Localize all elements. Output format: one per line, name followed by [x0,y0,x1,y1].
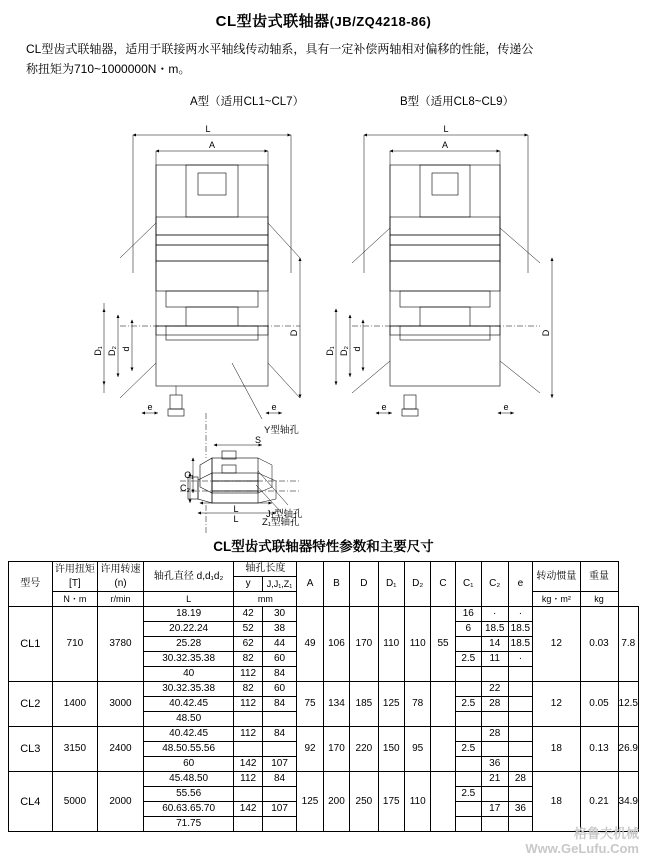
svg-text:S: S [254,435,262,445]
th-inertia: 转动惯量 [533,562,580,592]
svg-text:L: L [443,124,449,134]
svg-text:L: L [205,124,211,134]
cell-bore-len-y [234,742,262,757]
th-unit-mm: mm [234,592,297,607]
th-inertia-unit: kg・m² [533,592,580,607]
callout-j1-label: J₁型轴孔 [266,509,303,520]
th-bore-len-y: y [234,577,262,592]
cell-C: 2.5 [455,742,481,757]
cell-bore-len-jz: 107 [262,757,297,772]
cell-C [455,727,481,742]
svg-text:D₂: D₂ [339,346,349,356]
cell-bore-dia: 71.75 [143,817,234,832]
cell-C: 16 [455,607,481,622]
svg-text:d: d [352,346,362,352]
cell-inertia: 0.05 [580,682,618,727]
svg-text:e: e [503,402,509,412]
cell-bore-dia: 60 [143,757,234,772]
cell-B: 170 [323,727,349,772]
cell-model: CL4 [9,772,53,832]
cell-B: 106 [323,607,349,682]
cell-bore-dia: 48.50.55.56 [143,742,234,757]
cell-bore-len-jz: 38 [262,622,297,637]
cell-bore-len-jz: 84 [262,667,297,682]
cell-inertia: 0.13 [580,727,618,772]
cell-D2: 110 [404,772,430,832]
cell-torque: 5000 [52,772,98,832]
cell-C2 [508,727,533,742]
cell-bore-len-y: 142 [234,757,262,772]
cell-e: 12 [533,682,580,727]
figure-b-group [325,124,552,416]
svg-text:D: D [289,329,299,337]
svg-text:C₁: C₁ [184,470,194,480]
cell-B: 134 [323,682,349,727]
watermark-line-2: Www.GeLufu.Com [525,841,639,856]
cell-bore-len-jz: 107 [262,802,297,817]
th-torque-unit: N・m [52,592,98,607]
cell-D3: 55 [431,607,455,682]
cell-bore-dia: 60.63.65.70 [143,802,234,817]
cell-C1 [481,742,508,757]
cell-C [455,817,481,832]
cell-C2: · [508,652,533,667]
cell-C [455,802,481,817]
cell-D2: 110 [404,607,430,682]
cell-D: 170 [350,607,378,682]
cell-bore-len-jz [262,712,297,727]
technical-drawing [0,113,647,533]
cell-C1: 28 [481,697,508,712]
svg-text:e: e [147,402,153,412]
th-D2: D₂ [404,562,430,607]
th-bore-L: L [143,592,234,607]
figure-headings [0,93,647,113]
cell-C2 [508,787,533,802]
cell-D2: 95 [404,727,430,772]
cell-C1: 17 [481,802,508,817]
table-row [9,727,639,742]
cell-C [455,667,481,682]
standard-code: (JB/ZQ4218-86) [329,14,432,29]
cell-D3 [431,682,455,727]
svg-text:D: D [541,329,551,337]
cell-C [455,712,481,727]
cell-C2: 28 [508,772,533,787]
cell-bore-len-jz: 60 [262,652,297,667]
cell-speed: 2000 [98,772,144,832]
cell-bore-dia: 48.50 [143,712,234,727]
th-D: D [350,562,378,607]
cell-bore-dia: 40 [143,667,234,682]
cell-bore-dia: 25.28 [143,637,234,652]
callout-y-label: Y型轴孔 [264,425,299,436]
th-D1: D₁ [378,562,404,607]
th-C: C [431,562,455,607]
figure-a-heading: A型（适用CL1~CL7） [190,96,305,108]
cell-e: 18 [533,772,580,832]
cell-inertia: 0.21 [580,772,618,832]
cell-D3 [431,727,455,772]
th-weight-unit: kg [580,592,618,607]
th-B: B [323,562,349,607]
cell-bore-len-jz [262,742,297,757]
svg-text:A: A [208,140,216,150]
cell-bore-len-y: 82 [234,652,262,667]
cell-C2: 18.5 [508,637,533,652]
cell-C1: 18.5 [481,622,508,637]
table-row [9,772,639,787]
svg-text:L: L [233,504,239,514]
cell-C2: 36 [508,802,533,817]
cell-bore-len-y: 82 [234,682,262,697]
cell-bore-len-y [234,817,262,832]
cell-bore-dia: 20.22.24 [143,622,234,637]
cell-C2 [508,682,533,697]
svg-text:D₁: D₁ [325,346,335,356]
intro-line-2: 称扭矩为710~1000000N・m。 [26,62,191,76]
cell-D: 185 [350,682,378,727]
cell-C [455,757,481,772]
cell-speed: 3780 [98,607,144,682]
cell-bore-len-jz: 30 [262,607,297,622]
cell-e: 18 [533,727,580,772]
cell-C1: 22 [481,682,508,697]
svg-text:e: e [271,402,277,412]
cell-C1 [481,787,508,802]
spec-table [8,561,639,832]
cell-bore-len-jz [262,787,297,802]
table-row [9,607,639,622]
cell-C: 2.5 [455,697,481,712]
figure-b-heading: B型（适用CL8~CL9） [400,96,515,108]
cell-model: CL1 [9,607,53,682]
cell-model: CL2 [9,682,53,727]
cell-C1: 14 [481,637,508,652]
svg-text:D₂: D₂ [107,346,117,356]
cell-C1 [481,817,508,832]
table-caption: CL型齿式联轴器特性参数和主要尺寸 [213,539,434,554]
cell-bore-len-y: 42 [234,607,262,622]
figure-z1-group [0,443,647,533]
th-e: e [508,562,533,607]
cell-C2 [508,697,533,712]
watermark-line-1: 格鲁夫机械 [573,826,639,841]
cell-bore-len-jz: 44 [262,637,297,652]
cell-bore-len-jz: 84 [262,772,297,787]
cell-torque: 710 [52,607,98,682]
table-header-row-1 [9,562,639,577]
figure-a-group [93,124,300,436]
table-row [9,682,639,697]
cell-A: 49 [297,607,323,682]
cell-D: 250 [350,772,378,832]
cell-bore-len-y: 112 [234,697,262,712]
cell-C1 [481,667,508,682]
cell-D1: 110 [378,607,404,682]
cell-weight: 26.9 [618,727,638,772]
cell-C1: 28 [481,727,508,742]
cell-bore-dia: 40.42.45 [143,727,234,742]
cell-inertia: 0.03 [580,607,618,682]
svg-text:A: A [441,140,449,150]
cell-C2 [508,742,533,757]
cell-C1: 21 [481,772,508,787]
cell-weight: 34.9 [618,772,638,832]
cell-C1 [481,712,508,727]
intro-line-1: CL型齿式联轴器，适用于联接两水平轴线传动轴系，具有一定补偿两轴相对偏移的性能，传递公 [26,42,534,56]
cell-D2: 78 [404,682,430,727]
cell-bore-len-jz: 84 [262,727,297,742]
cell-bore-len-y: 112 [234,772,262,787]
th-A: A [297,562,323,607]
intro-paragraph [26,39,621,79]
th-bore-dia: 轴孔直径 d,d₁d₂ [143,562,234,592]
cell-D3 [431,772,455,832]
th-torque: 许用扭矩[T] [52,562,98,592]
title-text: CL型齿式联轴器 [215,13,330,30]
cell-D1: 150 [378,727,404,772]
th-bore-len-jz: J,J₁,Z₁ [262,577,297,592]
callout-z1-label: Z₁型轴孔 [262,517,300,528]
svg-text:C₂: C₂ [180,483,190,493]
cell-torque: 1400 [52,682,98,727]
cell-bore-len-jz: 84 [262,697,297,712]
cell-bore-dia: 30.32.35.38 [143,652,234,667]
svg-text:L: L [233,514,239,524]
cell-speed: 3000 [98,682,144,727]
cell-bore-len-y: 112 [234,667,262,682]
th-C2: C₂ [481,562,508,607]
cell-C2 [508,712,533,727]
cell-C: 2.5 [455,652,481,667]
cell-C1: 11 [481,652,508,667]
cell-C2 [508,757,533,772]
th-bore-length: 轴孔长度 [234,562,297,577]
cell-speed: 2400 [98,727,144,772]
page [0,10,647,862]
table-body [9,607,639,832]
cell-bore-dia: 18.19 [143,607,234,622]
cell-bore-len-y: 112 [234,727,262,742]
cell-bore-dia: 55.56 [143,787,234,802]
cell-e: 12 [533,607,580,682]
svg-text:d: d [121,346,131,352]
cell-bore-len-y [234,787,262,802]
cell-bore-len-y: 142 [234,802,262,817]
cell-bore-dia: 45.48.50 [143,772,234,787]
cell-D: 220 [350,727,378,772]
cell-weight: 12.5 [618,682,638,727]
cell-B: 200 [323,772,349,832]
cell-D1: 175 [378,772,404,832]
cell-C2: 18.5 [508,622,533,637]
cell-bore-len-y [234,712,262,727]
cell-C2 [508,667,533,682]
cell-C1: 36 [481,757,508,772]
cell-C: 2.5 [455,787,481,802]
cell-C [455,772,481,787]
cell-bore-len-jz [262,817,297,832]
cell-A: 92 [297,727,323,772]
cell-bore-len-y: 62 [234,637,262,652]
cell-C2: · [508,607,533,622]
cell-D1: 125 [378,682,404,727]
cell-A: 75 [297,682,323,727]
cell-C [455,682,481,697]
th-weight: 重量 [580,562,618,592]
th-speed: 许用转速(n) [98,562,144,592]
cell-bore-len-jz: 60 [262,682,297,697]
cell-bore-dia: 40.42.45 [143,697,234,712]
svg-text:e: e [381,402,387,412]
cell-bore-len-y: 52 [234,622,262,637]
th-speed-unit: r/min [98,592,144,607]
cell-C: 6 [455,622,481,637]
th-model: 型号 [9,562,53,607]
svg-text:D₁: D₁ [93,346,103,356]
cell-torque: 3150 [52,727,98,772]
cell-model: CL3 [9,727,53,772]
cell-bore-dia: 30.32.35.38 [143,682,234,697]
cell-weight: 7.8 [618,607,638,682]
th-C1: C₁ [455,562,481,607]
cell-C1: · [481,607,508,622]
cell-A: 125 [297,772,323,832]
page-title [0,10,647,31]
cell-C [455,637,481,652]
